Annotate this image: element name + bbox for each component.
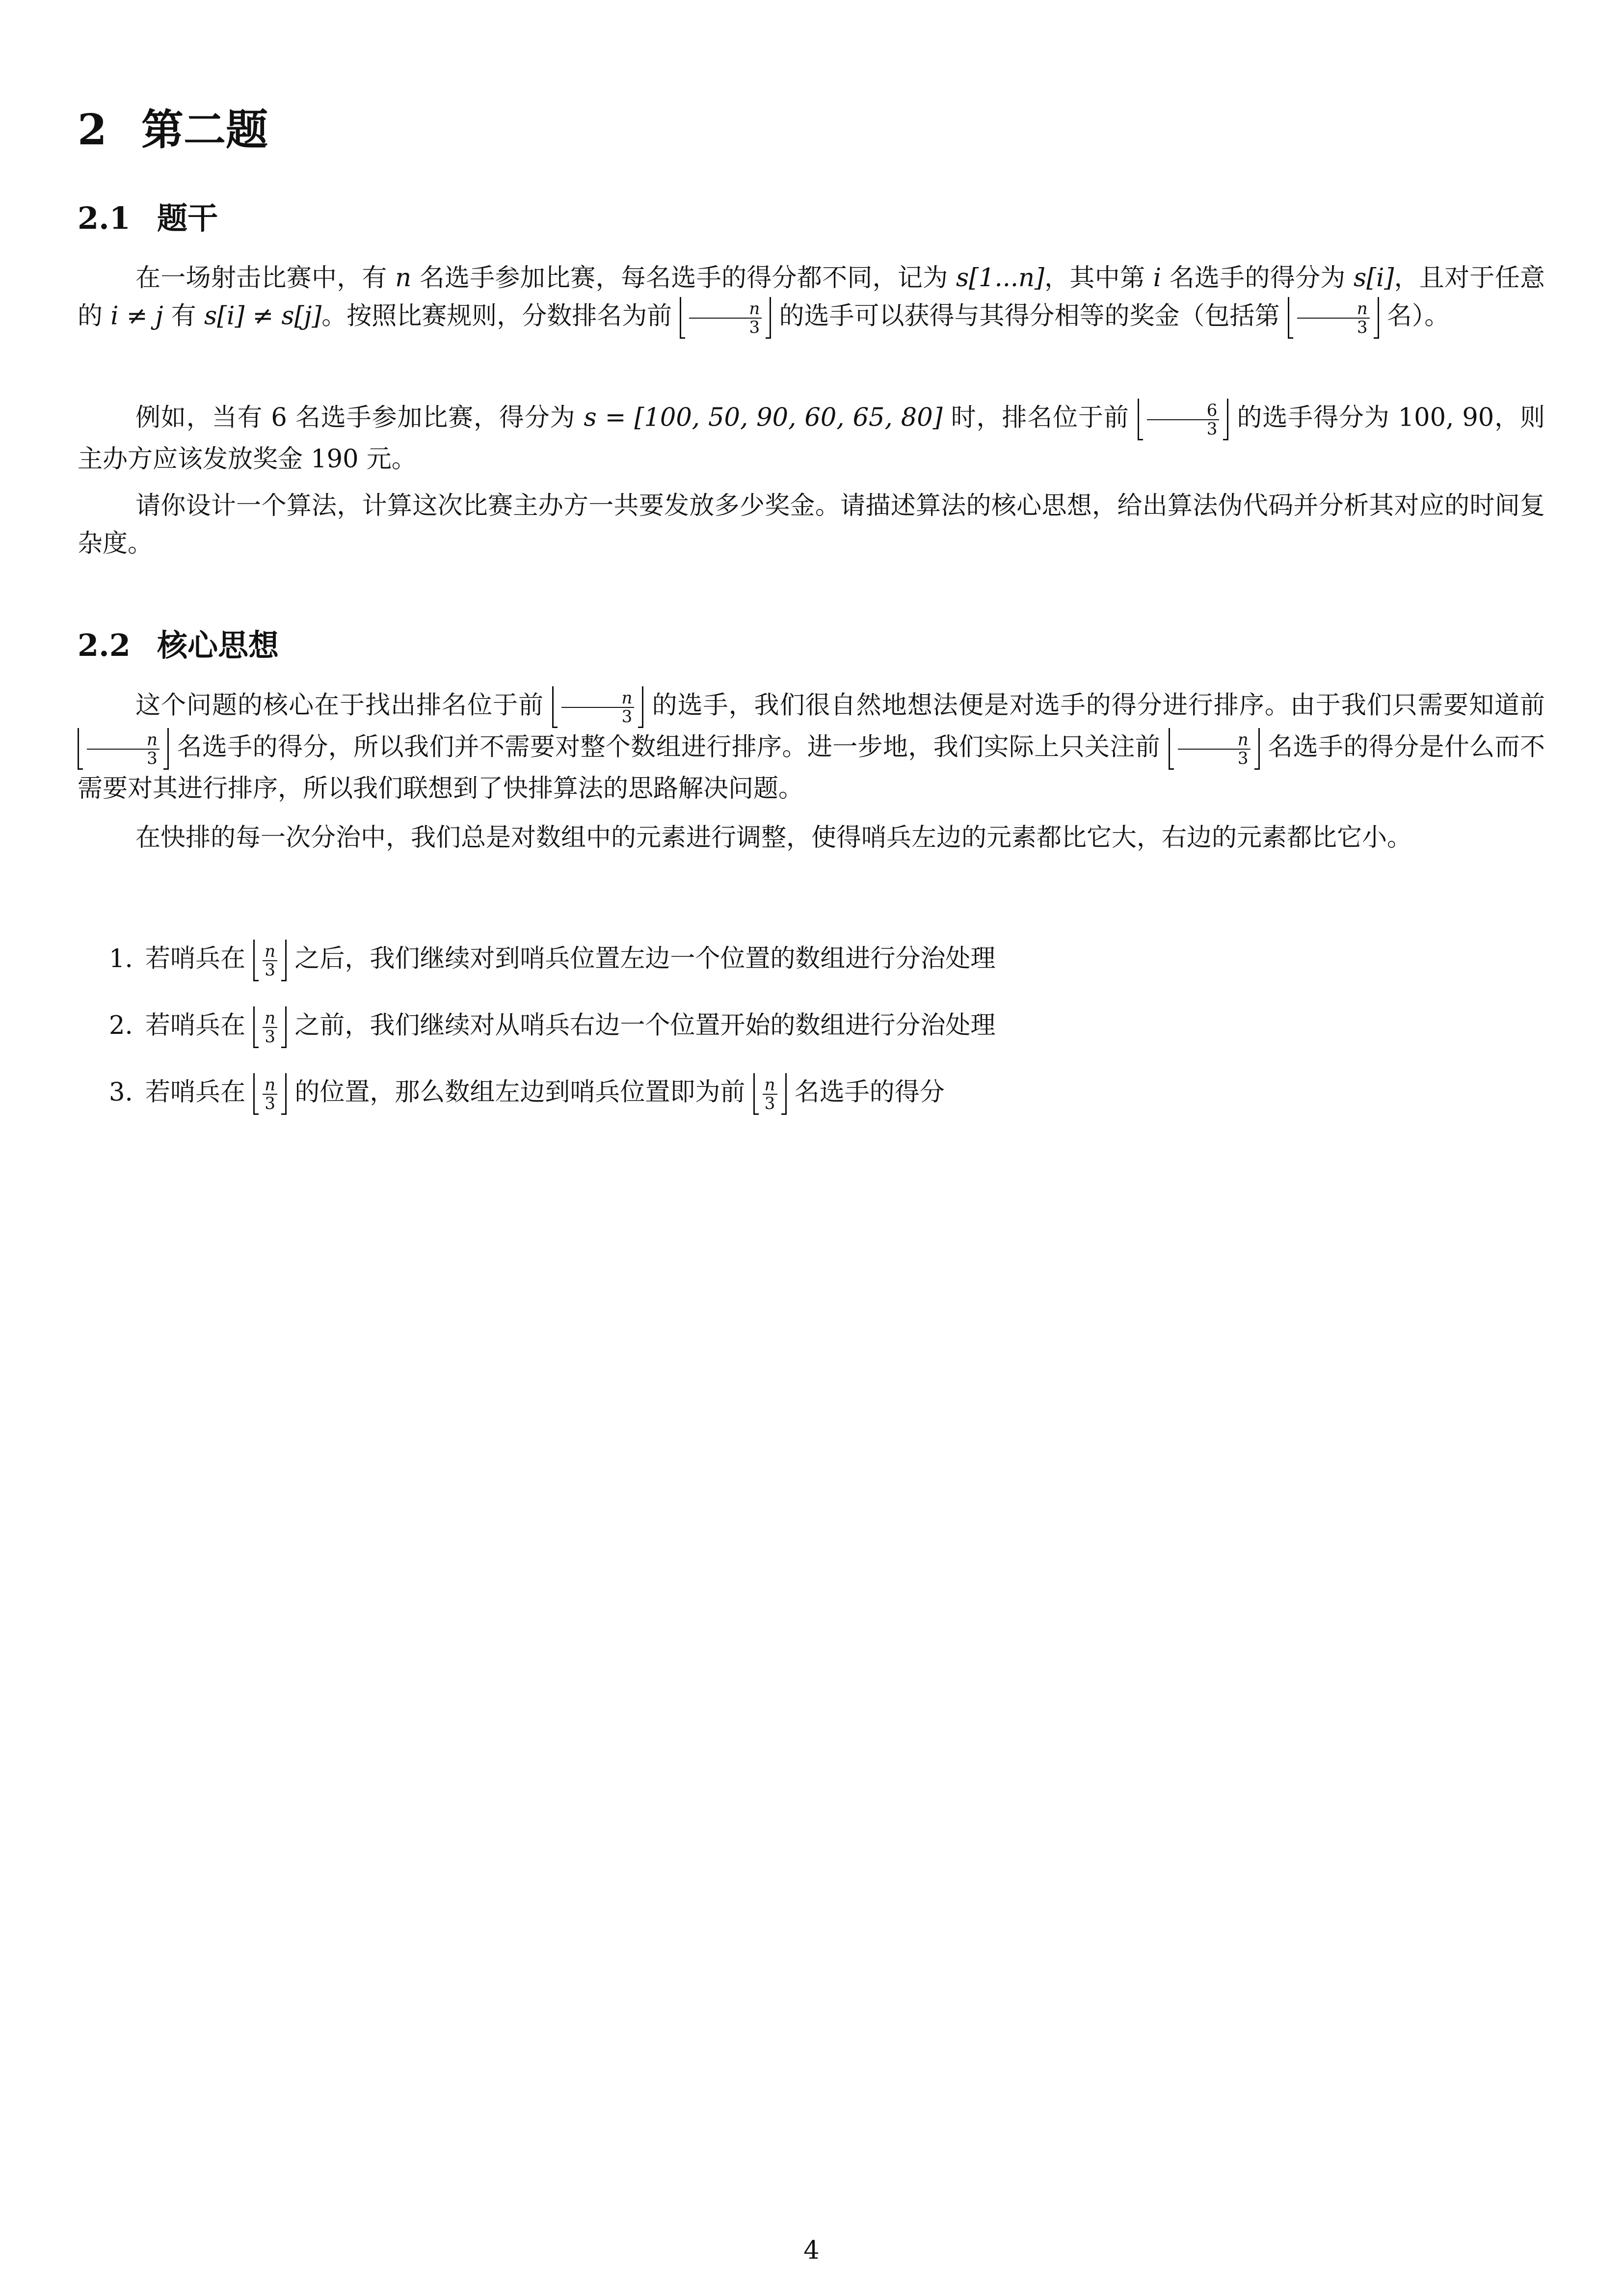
- problem-paragraph-3: 请你设计一个算法，计算这次比赛主办方一共要发放多少奖金。请描述算法的核心思想，给出算法伪代码并分析其对应的时间复杂度。: [78, 491, 1545, 558]
- idea-paragraph-2: 在快排的每一次分治中，我们总是对数组中的元素进行调整，使得哨兵左边的元素都比它大，右边的元素都比它小。: [135, 823, 1412, 852]
- math-inequality: i ≠ j: [110, 301, 163, 331]
- subsection-title: 题干: [157, 200, 218, 236]
- subsection-number: 2.1: [78, 200, 131, 236]
- page-number: 4: [803, 2236, 820, 2265]
- frac-numerator: n: [561, 689, 634, 708]
- floor-n-over-3: [680, 297, 771, 339]
- frac-denominator: 3: [265, 960, 275, 980]
- frac-numerator: n: [263, 943, 277, 961]
- frac-numerator: n: [263, 1009, 277, 1028]
- text-run: 的选手，我们很自然地想法便是对选手的得分进行排序。由于我们只需要知道前: [652, 691, 1545, 720]
- section-title: 第二题: [141, 105, 268, 155]
- subsection-title: 核心思想: [157, 627, 279, 663]
- frac-denominator: 3: [1206, 419, 1218, 439]
- frac-numerator: n: [87, 731, 160, 750]
- floor-n-over-3: [253, 1073, 287, 1115]
- text-run: 有: [171, 301, 196, 331]
- text-run: 若哨兵在: [145, 1078, 246, 1107]
- math-score-array: s = [100, 50, 90, 60, 65, 80]: [584, 403, 943, 432]
- text-run: 名）。: [1386, 301, 1450, 331]
- floor-n-over-3: [253, 1006, 287, 1048]
- math-i: i: [1153, 264, 1162, 293]
- frac-denominator: 3: [749, 317, 760, 337]
- floor-6-over-3: [1138, 399, 1229, 440]
- floor-n-over-3: [253, 940, 287, 981]
- section-heading: [78, 105, 268, 155]
- math-n: n: [395, 264, 412, 293]
- floor-n-over-3: [1169, 728, 1260, 770]
- text-run: 的选手可以获得与其得分相等的奖金（包括第: [779, 301, 1280, 331]
- text-run: 名选手的得分是什么而不需要对其进行排序，所以我们联想到了快排算法的思路解决问题。: [78, 732, 1545, 803]
- section-number: 2: [78, 105, 107, 155]
- frac-numerator: 6: [1147, 402, 1220, 420]
- text-run: 例如，当有 6 名选手参加比赛，得分为: [135, 403, 576, 432]
- math-array: s[1...n]: [956, 264, 1044, 293]
- text-run: 名选手的得分，所以我们并不需要对整个数组进行排序。进一步地，我们实际上只关注前: [177, 732, 1161, 762]
- text-run: 之后，我们继续对到哨兵位置左边一个位置的数组进行分治处理: [294, 944, 996, 973]
- floor-n-over-3: [78, 728, 169, 770]
- problem-paragraph-1: [78, 259, 1545, 339]
- frac-denominator: 3: [265, 1026, 275, 1047]
- math-si: s[i]: [1354, 264, 1394, 293]
- text-run: 在一场射击比赛中，有: [135, 264, 387, 293]
- subsection-number: 2.2: [78, 627, 131, 663]
- list-number: 1.: [109, 944, 133, 973]
- text-run: 的位置，那么数组左边到哨兵位置即为前: [294, 1078, 745, 1107]
- frac-denominator: 3: [764, 1093, 775, 1113]
- subsection-heading-idea: [78, 627, 279, 663]
- text-run: 时，排名位于前: [951, 403, 1129, 432]
- idea-paragraph-1: [78, 686, 1545, 808]
- list-number: 2.: [109, 1011, 133, 1040]
- floor-n-over-3: [1288, 297, 1379, 339]
- floor-n-over-3: [552, 686, 643, 728]
- list-item: [109, 1006, 1532, 1048]
- list-item: [109, 1073, 1532, 1115]
- frac-denominator: 3: [1237, 748, 1249, 768]
- floor-n-over-3: [753, 1073, 787, 1115]
- text-run: 名选手参加比赛，每名选手的得分都不同，记为: [419, 264, 948, 293]
- text-run: 若哨兵在: [145, 1011, 246, 1040]
- text-run: 名选手的得分: [794, 1078, 945, 1107]
- frac-denominator: 3: [621, 706, 633, 727]
- frac-numerator: n: [1297, 300, 1370, 319]
- text-run: 这个问题的核心在于找出排名位于前: [135, 691, 544, 720]
- problem-paragraph-2: [78, 399, 1545, 478]
- text-run: 。按照比赛规则，分数排名为前: [321, 301, 672, 331]
- list-item: [109, 940, 1532, 981]
- frac-numerator: n: [263, 1076, 277, 1095]
- frac-denominator: 3: [147, 748, 158, 768]
- frac-numerator: n: [689, 300, 762, 319]
- frac-numerator: n: [1178, 731, 1251, 750]
- frac-numerator: n: [763, 1076, 777, 1095]
- list-number: 3.: [109, 1078, 133, 1107]
- text-run: 的选手得分为 100, 90，则主办方应该发放奖金 190 元。: [78, 403, 1545, 474]
- math-s-inequality: s[i] ≠ s[j]: [204, 301, 322, 331]
- text-run: 之前，我们继续对从哨兵右边一个位置开始的数组进行分治处理: [294, 1011, 996, 1040]
- text-run: 若哨兵在: [145, 944, 246, 973]
- text-run: 名选手的得分为: [1169, 264, 1346, 293]
- frac-denominator: 3: [1357, 317, 1368, 337]
- text-run: ，其中第: [1044, 264, 1145, 293]
- text-run: ，且对于任意的: [78, 264, 1545, 331]
- subsection-heading-problem: [78, 200, 218, 236]
- frac-denominator: 3: [265, 1093, 275, 1113]
